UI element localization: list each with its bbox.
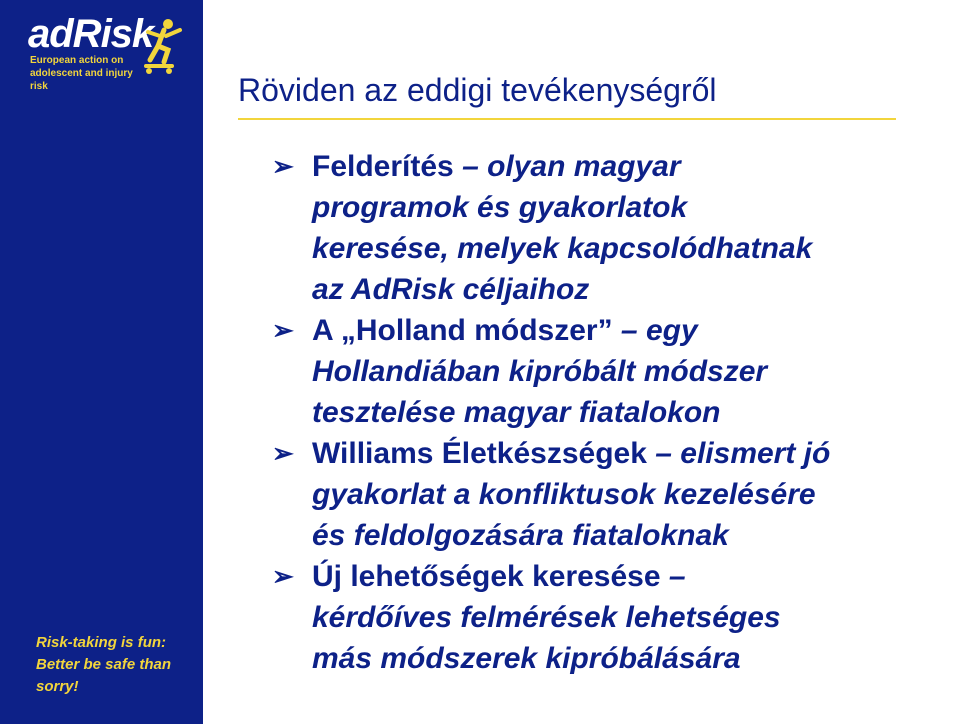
bullet-list: [272, 146, 956, 679]
logo-subtitle: European action on adolescent and injury risk: [30, 55, 133, 92]
bullet-line: keresése, melyek kapcsolódhatnak: [312, 232, 813, 265]
title-divider: [238, 118, 896, 120]
bullet-line: A „Holland módszer” – egy: [312, 314, 698, 347]
bullet-line: Új lehetőségek keresése –: [312, 560, 686, 593]
bullet-line: programok és gyakorlatok: [312, 191, 688, 224]
bullet-item: [272, 433, 956, 556]
bullet-line: más módszerek kipróbálására: [312, 642, 741, 675]
bullet-line: Hollandiában kipróbált módszer: [312, 355, 768, 388]
arrow-bullet-icon: ➢: [272, 438, 294, 468]
logo-wordmark: adRisk: [28, 12, 154, 56]
bullet-line: gyakorlat a konfliktusok kezelésére: [312, 478, 816, 511]
bullet-line: tesztelése magyar fiatalokon: [312, 396, 721, 429]
arrow-bullet-icon: ➢: [272, 561, 294, 591]
bullet-item: [272, 146, 956, 310]
adrisk-logo: [16, 10, 196, 94]
slide-title: Röviden az eddigi tevékenységről: [238, 72, 717, 108]
bullet-line: és feldolgozására fiataloknak: [312, 519, 729, 552]
sidebar: [0, 0, 203, 724]
bullet-line: Felderítés – olyan magyar: [312, 150, 681, 183]
sidebar-tagline: Risk-taking is fun: Better be safe than sorry!: [36, 634, 172, 695]
arrow-bullet-icon: ➢: [272, 315, 294, 345]
bullet-line: kérdőíves felmérések lehetséges: [312, 601, 781, 634]
bullet-item: [272, 556, 956, 679]
bullet-item: [272, 310, 956, 433]
bullet-line: Williams Életkészségek – elismert jó: [312, 437, 831, 470]
arrow-bullet-icon: ➢: [272, 151, 294, 181]
bullet-line: az AdRisk céljaihoz: [312, 273, 590, 306]
